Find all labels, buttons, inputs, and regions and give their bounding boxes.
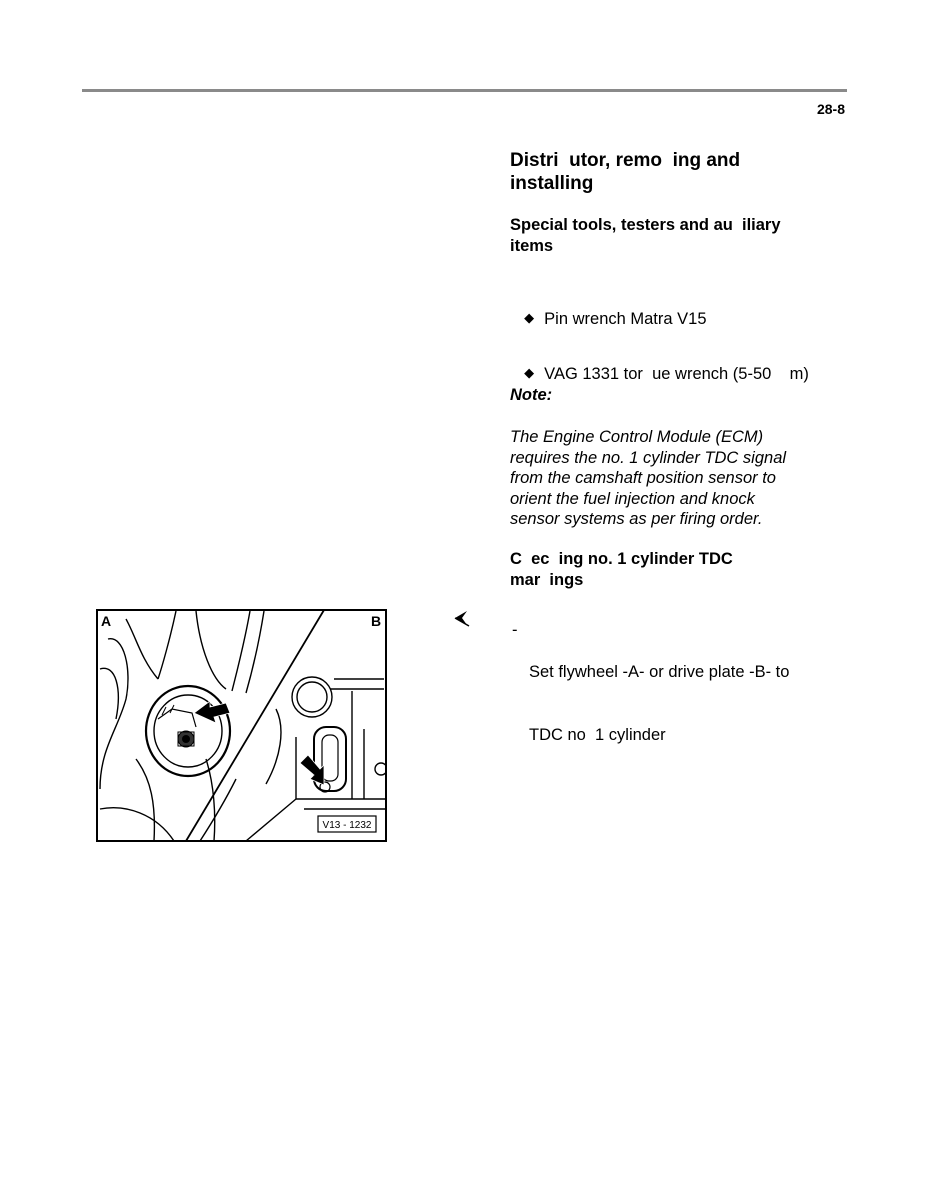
step-line: Set flywheel -A- or drive plate -B- to [529,663,790,681]
tool-label: VAG 1331 tor ue wrench (5-50 m) [544,365,809,383]
figure-label-b: B [371,613,382,629]
note-line: orient the fuel injection and knock [510,489,755,508]
tool-list-item [515,341,809,385]
tool-list-item [515,286,707,330]
note-title: Note: [510,386,553,404]
figure-caption: V13 - 1232 [322,820,372,831]
note-line: The Engine Control Module (ECM) [510,428,764,446]
page-number: 28-8 [816,101,845,117]
header-rule [82,89,847,92]
step-line: TDC no 1 cylinder [529,726,666,744]
checking-heading: C ec ing no. 1 cylinder TDC mar ings [510,550,733,589]
note-body [510,427,830,530]
note-line: sensor systems as per firing order. [510,510,763,528]
section-title: Distri utor, remo ing and installing [510,150,741,194]
step-text [529,620,829,788]
flywheel-tdc-illustration [96,609,387,842]
special-tools-heading: Special tools, testers and au iliary items [510,216,781,255]
tool-label: Pin wrench Matra V15 [544,310,707,328]
note-line: requires the no. 1 cylinder TDC signal [510,448,787,467]
figure-reference-arrow-icon [453,610,471,628]
diamond-bullet-icon: ◆ [524,310,535,325]
diamond-bullet-icon: ◆ [524,365,535,380]
figure-label-a: A [101,613,112,629]
note-line: from the camshaft position sensor to [510,469,776,487]
step-dash: - [512,621,518,639]
